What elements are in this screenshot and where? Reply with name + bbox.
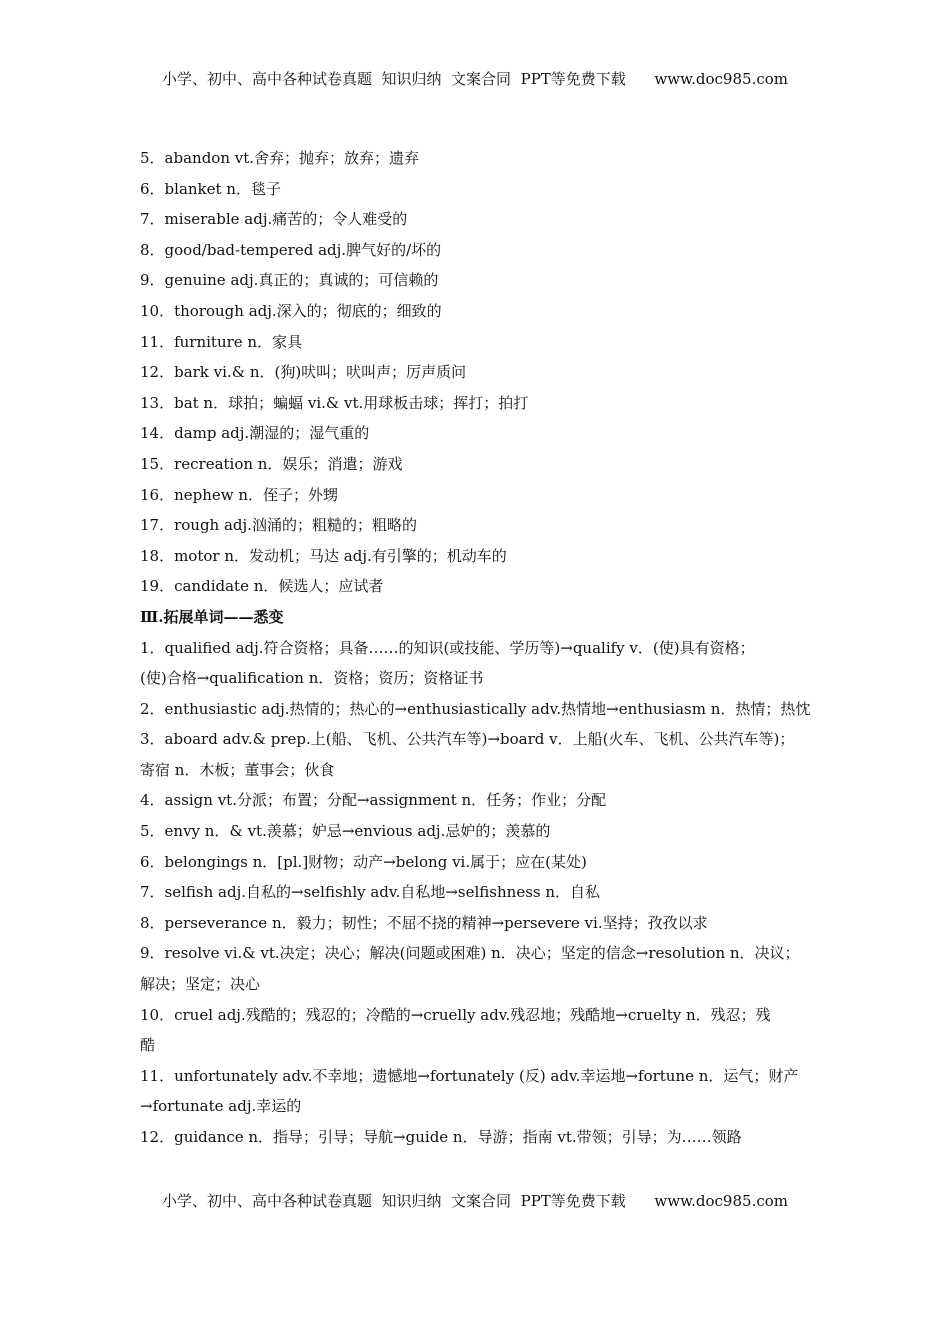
vocab-entry: 18．motor n．发动机；马达 adj.有引擎的；机动车的 xyxy=(140,546,507,565)
vocab-entry: 17．rough adj.汹涌的；粗糙的；粗略的 xyxy=(140,516,417,535)
vocab-entry-continued: 解决；坚定；决心 xyxy=(140,975,261,994)
vocabulary-list xyxy=(140,143,830,1153)
vocab-entry-continued: →fortunate adj.幸运的 xyxy=(140,1097,302,1116)
vocab-entry: 10．thorough adj.深入的；彻底的；细致的 xyxy=(140,301,442,320)
vocab-entry: 7．selfish adj.自私的→selfishly adv.自私地→selfishness n．自私 xyxy=(140,883,601,902)
vocab-entry: 7．miserable adj.痛苦的；令人难受的 xyxy=(140,210,408,229)
vocab-entry-continued: 寄宿 n．木板；董事会；伙食 xyxy=(140,760,335,779)
vocab-entry: 16．nephew n．侄子；外甥 xyxy=(140,485,339,504)
vocab-entry: 12．guidance n．指导；引导；导航→guide n．导游；指南 vt.带领；引导；为……领路 xyxy=(140,1128,742,1146)
vocab-entry: 19．candidate n．候选人；应试者 xyxy=(140,577,384,596)
vocab-entry-continued: 酷 xyxy=(140,1036,156,1055)
vocab-entry: 6．blanket n．毯子 xyxy=(140,179,281,198)
page-footer: 小学、初中、高中各种试卷真题 知识归纳 文案合同 PPT等免费下载 www.doc985.com xyxy=(161,1192,788,1210)
vocab-entry: 8．good/bad-tempered adj.脾气好的/坏的 xyxy=(140,240,442,259)
vocab-entry: 5．envy n．& vt.羡慕；妒忌→envious adj.忌妒的；羡慕的 xyxy=(140,822,551,841)
vocab-entry: 9．genuine adj.真正的；真诚的；可信赖的 xyxy=(140,271,439,290)
vocab-entry: 10．cruel adj.残酷的；残忍的；冷酷的→cruelly adv.残忍地；残酷地→cruelty n．残忍；残 xyxy=(140,1005,771,1024)
vocab-entry: 4．assign vt.分派；布置；分配→assignment n．任务；作业；分配 xyxy=(140,791,607,810)
vocab-entry: 1．qualified adj.符合资格；具备……的知识(或技能、学历等)→qualify v．(使)具有资格； xyxy=(140,638,755,657)
section-heading: Ⅲ.拓展单词——悉变 xyxy=(140,607,284,626)
vocab-entry: 11．furniture n．家具 xyxy=(140,332,303,351)
vocab-entry-continued: (使)合格→qualification n．资格；资历；资格证书 xyxy=(140,669,484,688)
vocab-entry: 2．enthusiastic adj.热情的；热心的→enthusiastically adv.热情地→enthusiasm n．热情；热忱 xyxy=(140,699,811,718)
vocab-entry: 8．perseverance n．毅力；韧性；不屈不挠的精神→persevere vi.坚持；孜孜以求 xyxy=(140,913,708,932)
vocab-entry: 11．unfortunately adv.不幸地；遗憾地→fortunately (反) adv.幸运地→fortune n．运气；财产 xyxy=(140,1066,799,1085)
vocab-entry: 6．belongings n．[pl.]财物；动产→belong vi.属于；应在(某处) xyxy=(140,852,587,871)
page-header: 小学、初中、高中各种试卷真题 知识归纳 文案合同 PPT等免费下载 www.doc985.com xyxy=(161,70,788,88)
vocab-entry: 5．abandon vt.舍弃；抛弃；放弃；遗弃 xyxy=(140,149,420,167)
vocab-entry: 14．damp adj.潮湿的；湿气重的 xyxy=(140,424,370,443)
vocab-entry: 13．bat n．球拍；蝙蝠 vi.& vt.用球板击球；挥打；拍打 xyxy=(140,393,529,412)
vocab-entry: 9．resolve vi.& vt.决定；决心；解决(问题或困难) n．决心；坚定的信念→resolution n．决议； xyxy=(140,944,800,963)
vocab-entry: 3．aboard adv.& prep.上(船、飞机、公共汽车等)→board v．上船(火车、飞机、公共汽车等)； xyxy=(140,730,795,749)
vocab-entry: 15．recreation n．娱乐；消遣；游戏 xyxy=(140,454,403,473)
vocab-entry: 12．bark vi.& n．(狗)吠叫；吠叫声；厉声质问 xyxy=(140,363,467,382)
